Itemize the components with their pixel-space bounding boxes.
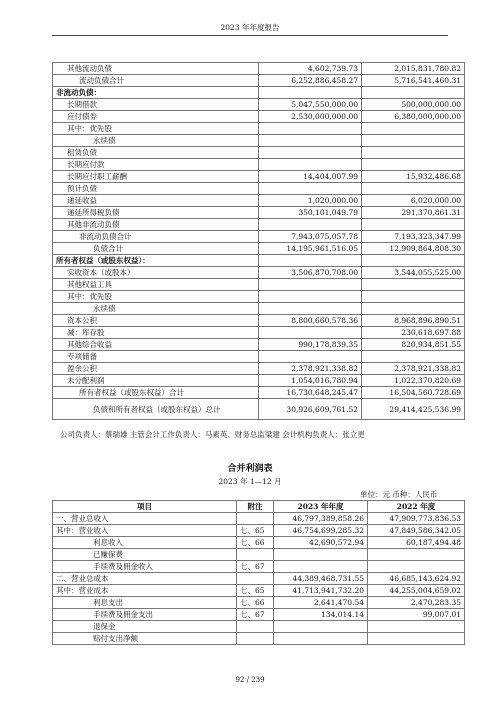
value-current: 14,195,961,516.05 (259, 243, 362, 255)
table-row (53, 159, 465, 171)
table-row (53, 339, 465, 351)
value-prior (362, 351, 465, 363)
table-row (53, 303, 465, 315)
value-2022 (368, 549, 465, 561)
value-current (259, 219, 362, 231)
value-prior (362, 159, 465, 171)
row-label: 所有者权益（或股东权益）合计 (53, 387, 259, 399)
value-prior: 5,716,541,460.31 (362, 75, 465, 87)
value-current: 350,101,049.79 (259, 207, 362, 219)
value-prior: 2,378,921,338.82 (362, 363, 465, 375)
row-note: 七、67 (237, 609, 274, 621)
table-row (53, 525, 465, 537)
value-2022: 47,849,586,342.05 (368, 525, 465, 537)
page-header: 2023 年年度报告 (220, 23, 280, 32)
value-current: 8,800,660,578.36 (259, 315, 362, 327)
row-label: 租赁负债 (53, 147, 259, 159)
value-current (259, 159, 362, 171)
value-current: 3,506,870,708.00 (259, 267, 362, 279)
table-row (53, 63, 465, 75)
table-row (53, 399, 465, 420)
row-label: 长期应付职工薪酬 (53, 171, 259, 183)
table-row (53, 75, 465, 87)
balance-sheet-table (52, 62, 465, 420)
value-2022: 99,007.01 (368, 609, 465, 621)
row-label: 永续债 (53, 303, 259, 315)
value-2023: 46,754,699,285.32 (274, 525, 368, 537)
table-row (53, 99, 465, 111)
value-prior: 6,380,000,000.00 (362, 111, 465, 123)
table-row (53, 87, 465, 99)
table-row (53, 183, 465, 195)
value-prior: 230,618,697.88 (362, 327, 465, 339)
row-label: 预计负债 (53, 183, 259, 195)
value-prior: 6,020,000.00 (362, 195, 465, 207)
value-current (259, 327, 362, 339)
value-current: 7,943,075,057.78 (259, 231, 362, 243)
value-2023: 134,014.14 (274, 609, 368, 621)
income-statement-period: 2023 年 1—12 月 (218, 477, 282, 486)
table-row (53, 573, 465, 585)
row-label: 长期应付款 (53, 159, 259, 171)
value-current (259, 147, 362, 159)
table-row (53, 597, 465, 609)
value-2023: 2,641,470.54 (274, 597, 368, 609)
table-row (53, 291, 465, 303)
value-current: 14,404,007.99 (259, 171, 362, 183)
row-label: 永续债 (53, 135, 259, 147)
value-current (259, 291, 362, 303)
value-prior: 2,015,831,780.82 (362, 63, 465, 75)
value-prior (362, 87, 465, 99)
table-row (53, 171, 465, 183)
value-2022: 46,685,143,624.92 (368, 573, 465, 585)
row-note (237, 573, 274, 585)
table-row (53, 243, 465, 255)
row-label: 利息支出 (53, 597, 237, 609)
table-row (53, 327, 465, 339)
table-row (53, 561, 465, 573)
row-label: 手续费及佣金支出 (53, 609, 237, 621)
table-row (53, 363, 465, 375)
value-current: 990,178,839.35 (259, 339, 362, 351)
row-label: 其他综合收益 (53, 339, 259, 351)
table-row (53, 549, 465, 561)
row-label: 赔付支出净额 (53, 633, 237, 645)
value-prior (362, 219, 465, 231)
row-label: 递延所得税负债 (53, 207, 259, 219)
row-label: 非流动负债： (53, 87, 259, 99)
table-row (53, 255, 465, 267)
table-row (53, 111, 465, 123)
value-prior (362, 147, 465, 159)
row-label: 其他非流动负债 (53, 219, 259, 231)
table-row (53, 609, 465, 621)
value-prior (362, 255, 465, 267)
value-prior (362, 303, 465, 315)
table-row (53, 123, 465, 135)
row-label: 所有者权益（或股东权益）： (53, 255, 259, 267)
value-prior: 3,544,055,525.00 (362, 267, 465, 279)
row-note (237, 513, 274, 525)
row-label: 专项储备 (53, 351, 259, 363)
value-2022: 2,470,283.35 (368, 597, 465, 609)
value-2023 (274, 633, 368, 645)
value-2023: 42,690,572.94 (274, 537, 368, 549)
row-note: 七、65 (237, 525, 274, 537)
row-label: 其他权益工具 (53, 279, 259, 291)
table-row (53, 387, 465, 399)
value-2022 (368, 561, 465, 573)
table-row (53, 147, 465, 159)
value-current (259, 183, 362, 195)
signature-line: 公司负责人：蔡瑞雄 主管会计工作负责人：马素英、财务总监梁建 会计机构负责人：张立更 (60, 430, 365, 439)
table-row (53, 633, 465, 645)
row-note (237, 621, 274, 633)
table-header-row (53, 501, 465, 513)
value-current: 30,926,609,761.52 (259, 399, 362, 420)
value-prior: 29,414,425,536.99 (362, 399, 465, 420)
table-row (53, 315, 465, 327)
value-current: 6,252,886,458.27 (259, 75, 362, 87)
value-prior: 7,193,323,347.99 (362, 231, 465, 243)
value-prior: 500,000,000.00 (362, 99, 465, 111)
row-label: 资本公积 (53, 315, 259, 327)
row-label: 负债合计 (53, 243, 259, 255)
table-row (53, 375, 465, 387)
value-prior: 16,504,560,728.69 (362, 387, 465, 399)
table-row (53, 207, 465, 219)
row-label: 盈余公积 (53, 363, 259, 375)
income-statement-title: 合并利润表 (227, 464, 273, 474)
table-row (53, 231, 465, 243)
row-label: 利息收入 (53, 537, 237, 549)
row-label: 其中：优先股 (53, 291, 259, 303)
header-item: 项目 (53, 501, 237, 513)
row-note: 七、66 (237, 597, 274, 609)
row-note: 七、67 (237, 561, 274, 573)
header-rule (52, 35, 448, 36)
row-label: 长期借款 (53, 99, 259, 111)
row-label: 其中：营业收入 (53, 525, 237, 537)
value-current (259, 255, 362, 267)
row-label: 负债和所有者权益（或股东权益）总计 (53, 399, 259, 420)
table-row (53, 537, 465, 549)
value-current: 2,378,921,338.82 (259, 363, 362, 375)
value-current (259, 303, 362, 315)
row-label: 实收资本（或股本） (53, 267, 259, 279)
table-row (53, 219, 465, 231)
row-label: 非流动负债合计 (53, 231, 259, 243)
value-2022 (368, 633, 465, 645)
table-row (53, 135, 465, 147)
row-label: 递延收益 (53, 195, 259, 207)
table-row (53, 513, 465, 525)
value-prior: 12,909,864,808.30 (362, 243, 465, 255)
value-2023 (274, 549, 368, 561)
value-2023: 44,389,468,731.55 (274, 573, 368, 585)
row-note (237, 549, 274, 561)
row-label: 其他流动负债 (53, 63, 259, 75)
income-statement-table (52, 500, 465, 645)
value-prior: 820,934,851.55 (362, 339, 465, 351)
row-note: 七、66 (237, 537, 274, 549)
value-prior: 15,932,486.68 (362, 171, 465, 183)
value-current: 5,047,550,000.00 (259, 99, 362, 111)
row-label: 其中：优先股 (53, 123, 259, 135)
table-row (53, 195, 465, 207)
table-row (53, 267, 465, 279)
row-label: 已赚保费 (53, 549, 237, 561)
header-2023: 2023 年年度 (274, 501, 368, 513)
value-2023: 46,797,389,858.26 (274, 513, 368, 525)
value-2023 (274, 561, 368, 573)
value-2022: 60,187,494.48 (368, 537, 465, 549)
value-2022: 44,255,004,659.02 (368, 585, 465, 597)
row-label: 一、营业总收入 (53, 513, 237, 525)
row-label: 其中：营业成本 (53, 585, 237, 597)
value-current: 1,020,000.00 (259, 195, 362, 207)
page-number: 92 / 239 (235, 676, 265, 684)
value-2023 (274, 621, 368, 633)
row-label: 退保金 (53, 621, 237, 633)
value-prior (362, 123, 465, 135)
table-row (53, 585, 465, 597)
row-label: 未分配利润 (53, 375, 259, 387)
value-prior: 1,022,370,820.69 (362, 375, 465, 387)
row-note: 七、65 (237, 585, 274, 597)
header-note: 附注 (237, 501, 274, 513)
value-current: 2,530,000,000.00 (259, 111, 362, 123)
value-2022 (368, 621, 465, 633)
row-label: 减：库存股 (53, 327, 259, 339)
value-current (259, 135, 362, 147)
value-2022: 47,909,773,836.53 (368, 513, 465, 525)
table-row (53, 621, 465, 633)
value-current (259, 87, 362, 99)
value-current: 1,054,016,780.94 (259, 375, 362, 387)
value-current: 4,602,739.73 (259, 63, 362, 75)
value-2023: 41,713,941,732.20 (274, 585, 368, 597)
table-row (53, 279, 465, 291)
row-label: 手续费及佣金收入 (53, 561, 237, 573)
value-prior: 8,968,896,890.51 (362, 315, 465, 327)
table-row (53, 351, 465, 363)
value-prior: 291,370,861.31 (362, 207, 465, 219)
value-prior (362, 135, 465, 147)
row-label: 二、营业总成本 (53, 573, 237, 585)
value-prior (362, 291, 465, 303)
value-prior (362, 279, 465, 291)
value-current (259, 123, 362, 135)
value-current (259, 279, 362, 291)
currency-unit: 单位：元 币种：人民币 (360, 490, 438, 499)
value-current (259, 351, 362, 363)
value-current: 16,730,648,245.47 (259, 387, 362, 399)
row-note (237, 633, 274, 645)
header-2022: 2022 年度 (368, 501, 465, 513)
value-prior (362, 183, 465, 195)
row-label: 应付债券 (53, 111, 259, 123)
row-label: 流动负债合计 (53, 75, 259, 87)
